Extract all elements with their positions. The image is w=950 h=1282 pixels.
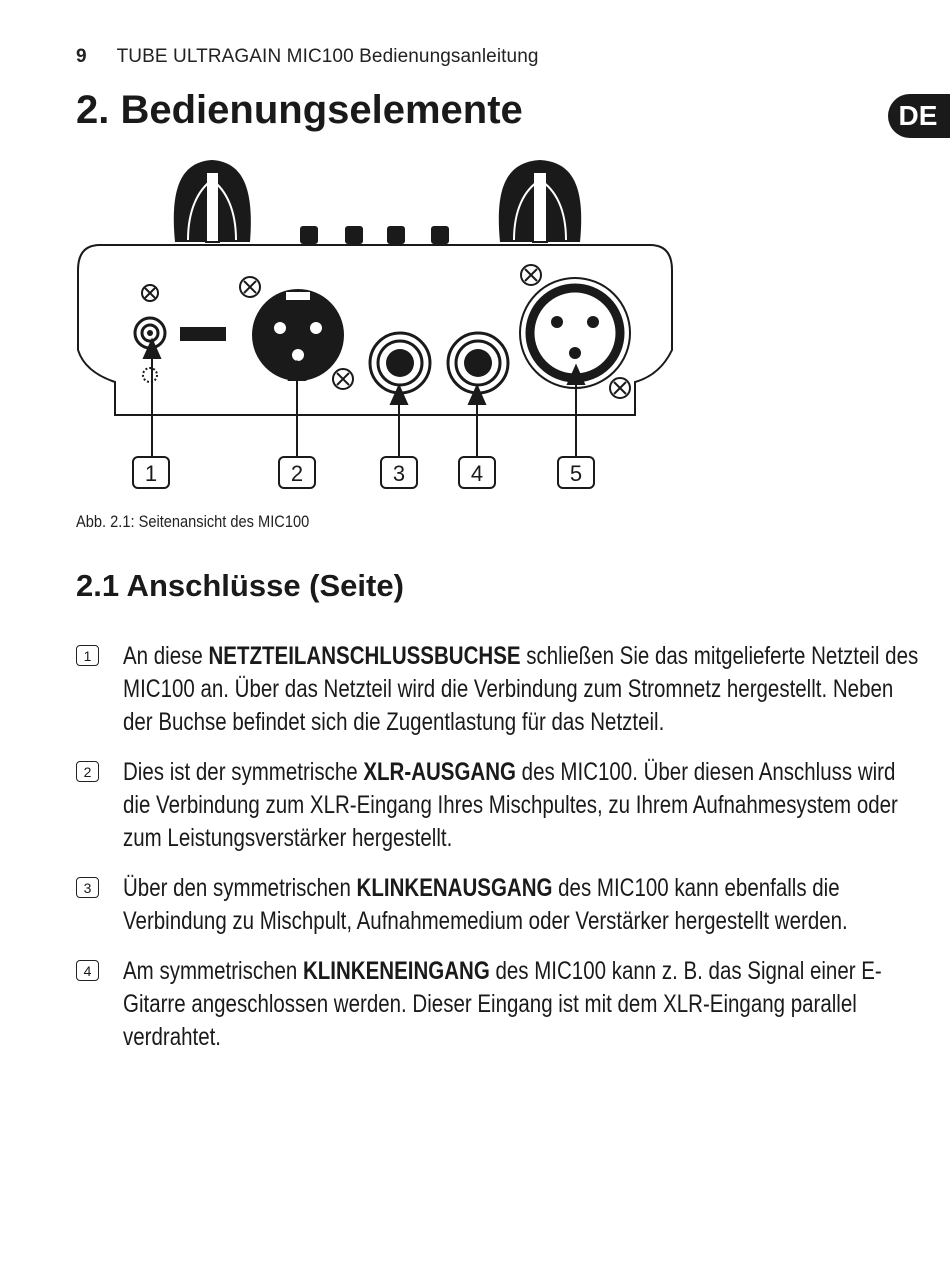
page-number: 9 — [76, 46, 87, 67]
list-item — [76, 640, 919, 739]
item-text: Über den symmetrischen KLINKENAUSGANG des MIC100 kann ebenfalls die Verbindung zu Mischpult, Aufnahmemedium oder Verstärker hergestellt werden. — [123, 874, 848, 935]
item-text: Dies ist der symmetrische XLR-AUSGANG des MIC100. Über diesen Anschluss wird die Verbindung zum XLR-Eingang Ihres Mischpultes, zu Ihrem Aufnahmesystem oder zum Leistungsverstärker hergestellt. — [123, 758, 898, 852]
callout-label-2: 2 — [290, 461, 304, 486]
list-item — [76, 955, 882, 1054]
connection-list — [76, 640, 919, 1071]
item-keyword: KLINKENEINGANG — [302, 957, 490, 985]
language-tab: DE — [888, 94, 950, 138]
callout-label-5: 5 — [569, 461, 583, 486]
left-knob — [174, 160, 251, 242]
right-knob — [499, 160, 581, 242]
item-text: Am symmetrischen KLINKENEINGANG des MIC100 kann z. B. das Signal einer E-Gitarre angeschlossen werden. Dieser Eingang ist mit dem XLR-Eingang parallel verdrahtet. — [123, 957, 882, 1051]
callout-label-1: 1 — [144, 461, 158, 486]
jack-input — [448, 333, 508, 393]
callout-boxes — [133, 457, 594, 488]
item-number-badge: 1 — [76, 645, 99, 666]
top-buttons — [300, 226, 449, 244]
list-item — [76, 756, 898, 855]
callout-label-3: 3 — [392, 461, 406, 486]
item-number-badge: 2 — [76, 761, 99, 782]
item-keyword: XLR-AUSGANG — [363, 758, 516, 786]
device-illustration — [70, 150, 690, 500]
item-keyword: NETZTEILANSCHLUSSBUCHSE — [208, 642, 521, 670]
item-keyword: KLINKENAUSGANG — [356, 874, 553, 902]
section-title: 2. Bedienungselemente — [76, 88, 523, 132]
manual-title: TUBE ULTRAGAIN MIC100 Bedienungsanleitung — [116, 46, 539, 67]
figure-caption: Abb. 2.1: Seitenansicht des MIC100 — [76, 512, 310, 531]
callout-label-4: 4 — [470, 461, 484, 486]
item-number-badge: 3 — [76, 877, 99, 898]
jack-output — [370, 333, 430, 393]
list-item — [76, 872, 876, 938]
subsection-title: 2.1 Anschlüsse (Seite) — [76, 568, 404, 603]
item-text: An diese NETZTEILANSCHLUSSBUCHSE schließen Sie das mitgelieferte Netzteil des MIC100 an. Über das Netzteil wird die Verbindung zum Stromnetz hergestellt. Neben der Buchse befindet sich die Zugentlastung für das Netzteil. — [123, 642, 919, 736]
item-number-badge: 4 — [76, 960, 99, 981]
device-side-view-figure — [70, 150, 690, 500]
page-header — [76, 46, 539, 68]
